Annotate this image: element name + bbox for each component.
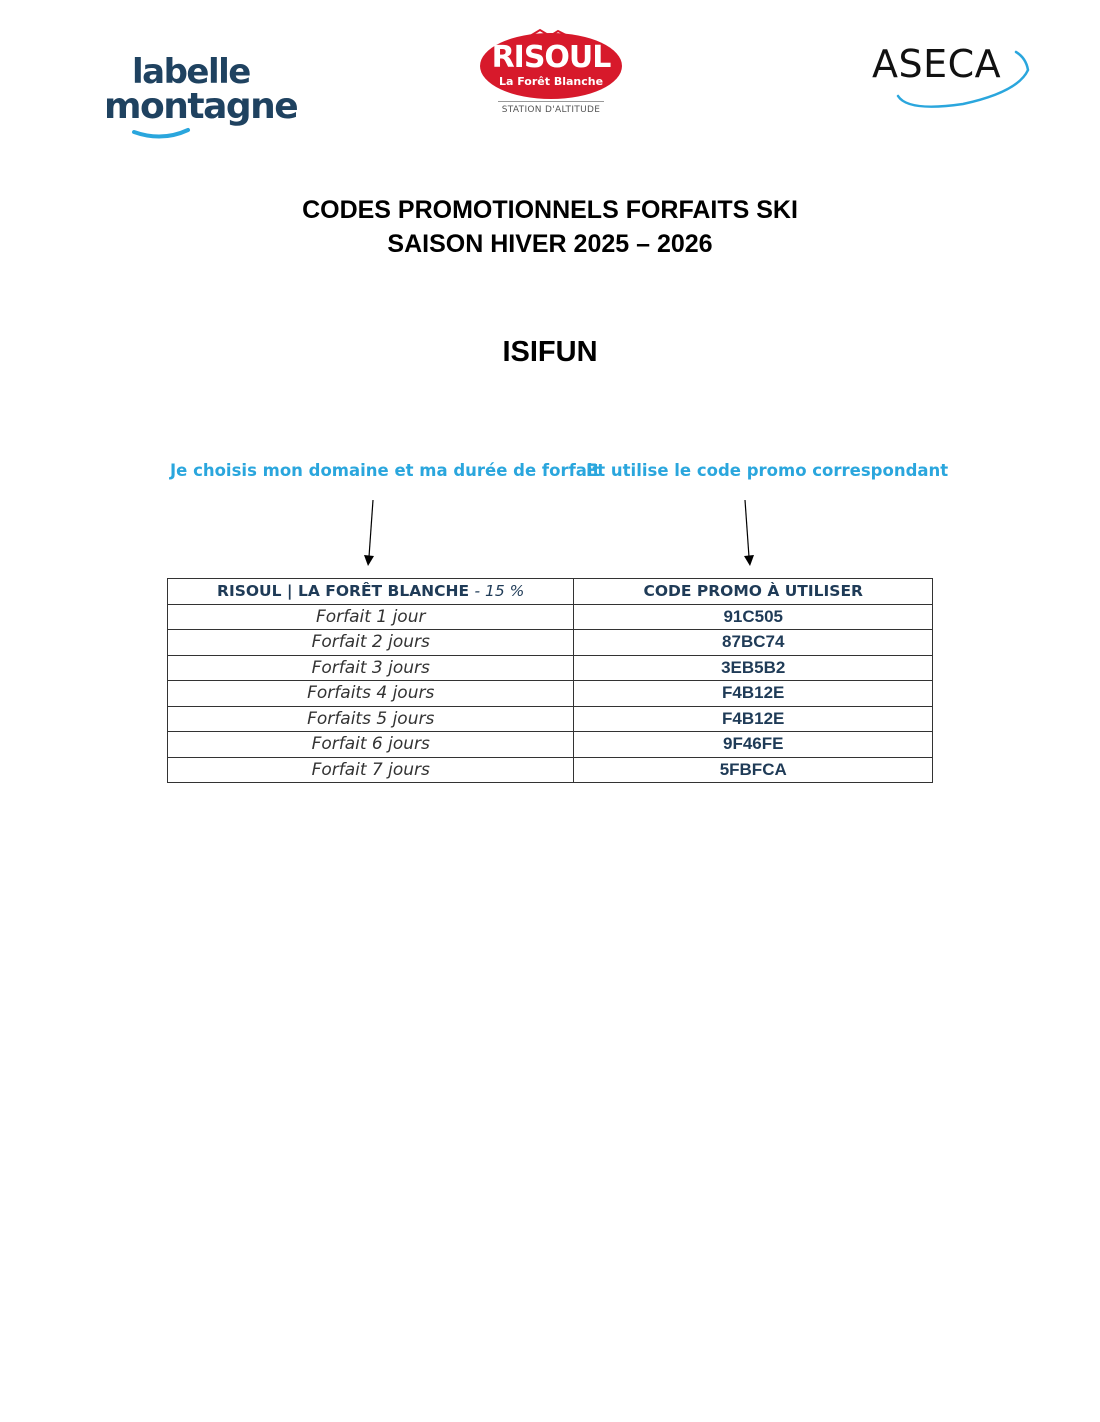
partner-name: ISIFUN: [502, 336, 598, 368]
arrows: [0, 0, 1100, 600]
table-row: [168, 732, 933, 758]
table-header-row: [168, 579, 933, 605]
header-domain-label: RISOUL | LA FORÊT BLANCHE: [217, 582, 470, 601]
code-cell: 9F46FE: [574, 732, 933, 758]
table-row: [168, 681, 933, 707]
code-cell: 5FBFCA: [574, 757, 933, 783]
page-title-line1: CODES PROMOTIONNELS FORFAITS SKI: [302, 196, 798, 224]
duration-cell: Forfait 3 jours: [168, 655, 574, 681]
table-row: [168, 630, 933, 656]
table-row: [168, 706, 933, 732]
instruction-left: Je choisis mon domaine et ma durée de forfait: [170, 461, 601, 480]
table-row: [168, 604, 933, 630]
instruction-right: Et utilise le code promo correspondant: [586, 461, 949, 480]
arrow-left-icon: [364, 500, 374, 566]
duration-cell: Forfait 2 jours: [168, 630, 574, 656]
risoul-logo-tagline: STATION D'ALTITUDE: [501, 105, 601, 115]
duration-cell: Forfait 7 jours: [168, 757, 574, 783]
risoul-logo-name: RISOUL: [491, 40, 611, 75]
aseca-logo-text: ASECA: [872, 42, 1002, 86]
code-cell: 87BC74: [574, 630, 933, 656]
code-cell: 91C505: [574, 604, 933, 630]
header-domain: [168, 579, 574, 605]
labelle-logo-line2: montagne: [104, 86, 298, 127]
labelle-logo-line1: labelle: [132, 52, 250, 92]
code-cell: F4B12E: [574, 681, 933, 707]
duration-cell: Forfait 6 jours: [168, 732, 574, 758]
header-code: CODE PROMO À UTILISER: [574, 579, 933, 605]
table-row: [168, 655, 933, 681]
duration-cell: Forfaits 5 jours: [168, 706, 574, 732]
table-row: [168, 757, 933, 783]
risoul-logo-subtitle: La Forêt Blanche: [498, 75, 604, 88]
promo-codes-table: [167, 578, 933, 783]
page-title-line2: SAISON HIVER 2025 – 2026: [387, 230, 713, 258]
duration-cell: Forfaits 4 jours: [168, 681, 574, 707]
header-discount: - 15 %: [474, 582, 525, 601]
arrow-right-icon: [744, 500, 754, 566]
code-cell: 3EB5B2: [574, 655, 933, 681]
duration-cell: Forfait 1 jour: [168, 604, 574, 630]
code-cell: F4B12E: [574, 706, 933, 732]
